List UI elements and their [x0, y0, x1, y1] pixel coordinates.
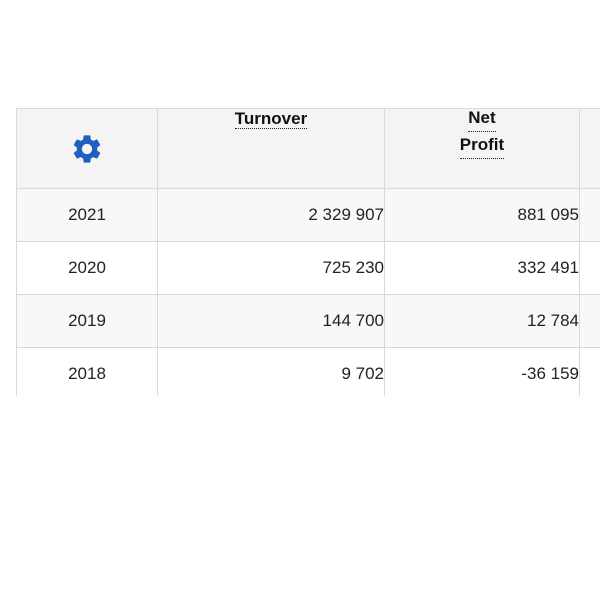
net-profit-cell: 881 095: [385, 189, 580, 242]
net-profit-cell: -36 159: [385, 348, 580, 397]
settings-header-cell[interactable]: [17, 109, 158, 189]
turnover-header-cell[interactable]: [158, 109, 385, 189]
extra-cell: [580, 348, 600, 397]
extra-cell: [580, 189, 600, 242]
table-row: [17, 295, 600, 348]
year-cell: 2019: [17, 295, 158, 348]
turnover-cell: 9 702: [158, 348, 385, 397]
financials-table-container: [16, 108, 600, 396]
table-header-row: [17, 109, 600, 189]
extra-cell: [580, 295, 600, 348]
turnover-cell: 725 230: [158, 242, 385, 295]
net-profit-cell: 332 491: [385, 242, 580, 295]
net-profit-header-cell[interactable]: [385, 109, 580, 189]
year-cell: 2020: [17, 242, 158, 295]
year-cell: 2018: [17, 348, 158, 397]
financials-table: [16, 108, 600, 396]
gear-icon[interactable]: [17, 132, 157, 166]
net-profit-header-label-line2[interactable]: Profit: [460, 132, 504, 159]
turnover-cell: 144 700: [158, 295, 385, 348]
net-profit-header-label-line1[interactable]: Net: [468, 108, 495, 132]
table-row: [17, 242, 600, 295]
extra-header-cell: [580, 109, 600, 189]
table-row: [17, 189, 600, 242]
table-row: [17, 348, 600, 397]
net-profit-cell: 12 784: [385, 295, 580, 348]
turnover-cell: 2 329 907: [158, 189, 385, 242]
year-cell: 2021: [17, 189, 158, 242]
extra-cell: [580, 242, 600, 295]
turnover-header-label[interactable]: Turnover: [234, 109, 308, 128]
